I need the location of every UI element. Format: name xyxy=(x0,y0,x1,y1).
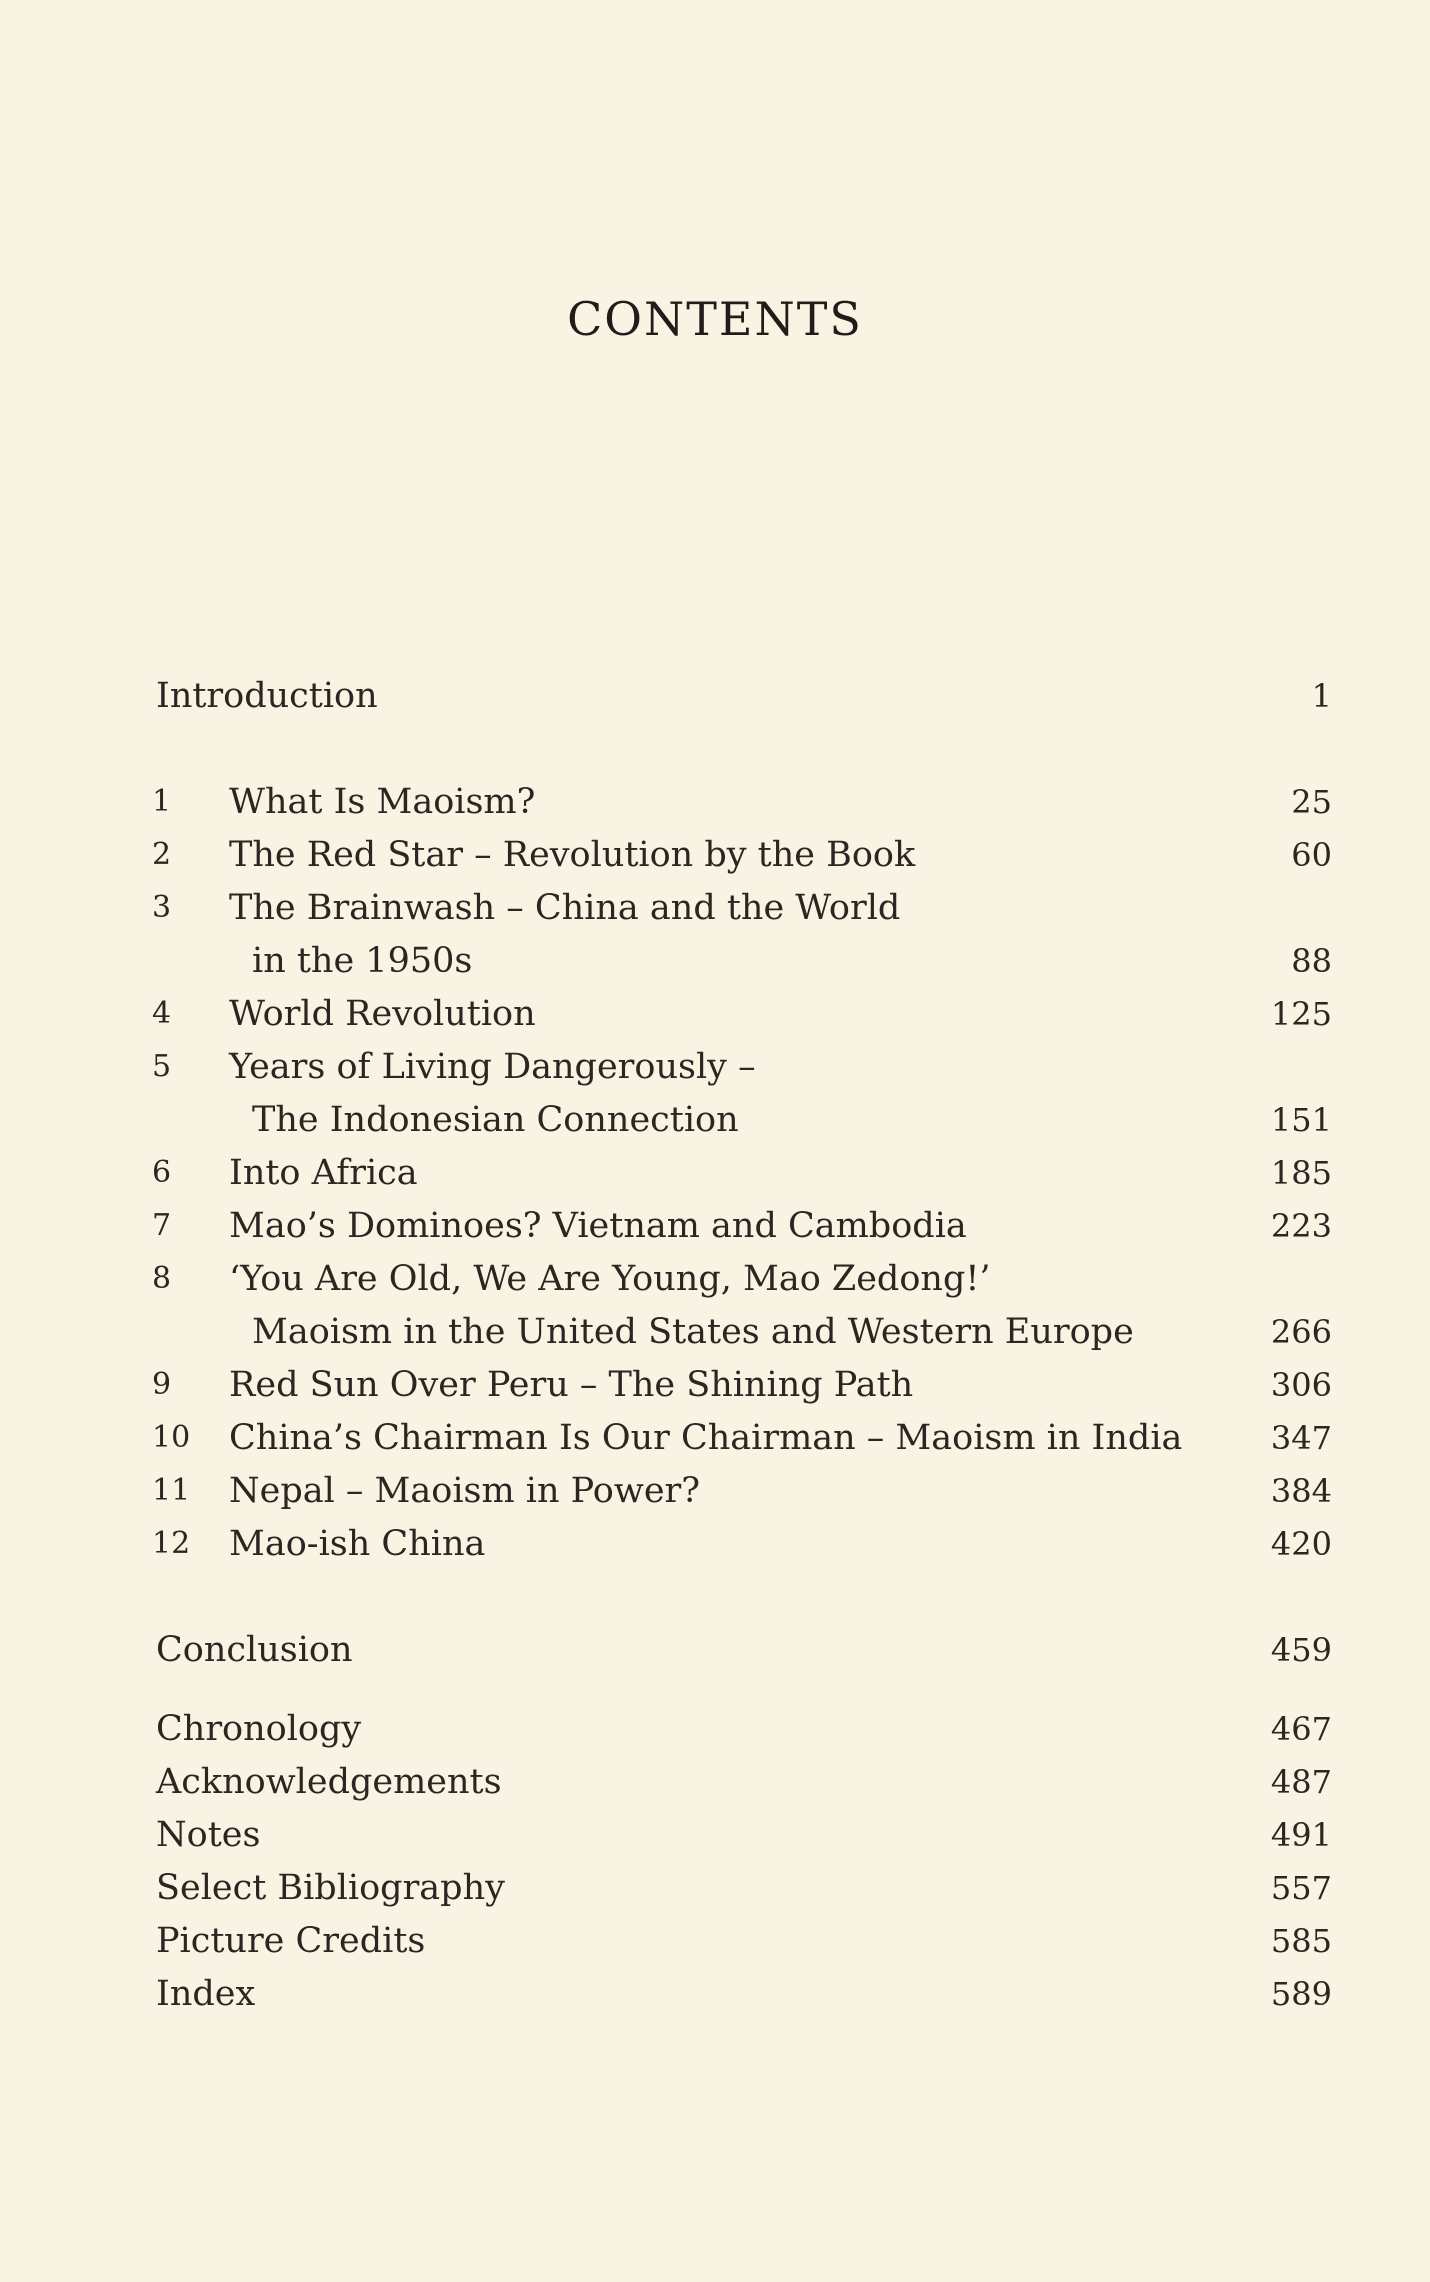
entry-page: 306 xyxy=(1270,1366,1332,1404)
entry-page: 585 xyxy=(1270,1922,1332,1960)
chapter-number: 10 xyxy=(152,1420,191,1455)
toc-entry-introduction[interactable] xyxy=(0,670,1430,722)
entry-page: 557 xyxy=(1270,1869,1332,1907)
toc-entry-chapter-3-continued[interactable] xyxy=(0,935,1430,987)
toc-entry-chapter-9[interactable] xyxy=(0,1359,1430,1411)
chapter-number: 11 xyxy=(152,1473,191,1508)
toc-entry-chapter-8-continued[interactable] xyxy=(0,1306,1430,1358)
chapter-number: 2 xyxy=(152,837,172,872)
entry-label: Chronology xyxy=(156,1709,362,1749)
entry-label: Select Bibliography xyxy=(156,1868,505,1908)
toc-entry-select-bibliography[interactable] xyxy=(0,1862,1430,1914)
chapter-number: 3 xyxy=(152,890,172,925)
entry-label: Conclusion xyxy=(156,1630,353,1670)
chapter-number: 8 xyxy=(152,1261,172,1296)
entry-page: 487 xyxy=(1270,1763,1332,1801)
chapter-title: Nepal – Maoism in Power? xyxy=(229,1471,701,1511)
entry-page: 491 xyxy=(1270,1816,1332,1854)
toc-entry-chapter-7[interactable] xyxy=(0,1200,1430,1252)
entry-label: Index xyxy=(156,1974,256,2014)
entry-page: 185 xyxy=(1270,1154,1332,1192)
toc-entry-chapter-1[interactable] xyxy=(0,776,1430,828)
entry-page: 88 xyxy=(1291,942,1332,980)
toc-entry-chapter-6[interactable] xyxy=(0,1147,1430,1199)
chapter-number: 5 xyxy=(152,1049,172,1084)
chapter-title: Mao-ish China xyxy=(229,1524,486,1564)
entry-page: 467 xyxy=(1270,1710,1332,1748)
chapter-number: 6 xyxy=(152,1155,172,1190)
chapter-number: 9 xyxy=(152,1367,172,1402)
toc-entry-chapter-11[interactable] xyxy=(0,1465,1430,1517)
chapter-title: Mao’s Dominoes? Vietnam and Cambodia xyxy=(229,1206,967,1246)
entry-page: 420 xyxy=(1270,1525,1332,1563)
page-title: CONTENTS xyxy=(567,292,863,346)
chapter-number: 1 xyxy=(152,784,172,819)
toc-entry-chronology[interactable] xyxy=(0,1703,1430,1755)
toc-entry-chapter-8[interactable] xyxy=(0,1253,1430,1305)
entry-page: 459 xyxy=(1270,1631,1332,1669)
toc-entry-notes[interactable] xyxy=(0,1809,1430,1861)
toc-entry-chapter-5[interactable] xyxy=(0,1041,1430,1093)
chapter-title: China’s Chairman Is Our Chairman – Maoism in India xyxy=(229,1418,1183,1458)
chapter-title: What Is Maoism? xyxy=(229,782,536,822)
entry-label: Introduction xyxy=(156,676,378,716)
chapter-title: The Red Star – Revolution by the Book xyxy=(229,835,916,875)
entry-page: 347 xyxy=(1270,1419,1332,1457)
chapter-title-continued: Maoism in the United States and Western Europe xyxy=(252,1312,1134,1352)
entry-page: 223 xyxy=(1270,1207,1332,1245)
entry-page: 125 xyxy=(1270,995,1332,1033)
chapter-title-continued: in the 1950s xyxy=(252,941,473,981)
entry-label: Picture Credits xyxy=(156,1921,426,1961)
toc-entry-chapter-5-continued[interactable] xyxy=(0,1094,1430,1146)
chapter-number: 4 xyxy=(152,996,172,1031)
toc-entry-index[interactable] xyxy=(0,1968,1430,2020)
chapter-title: Into Africa xyxy=(229,1153,418,1193)
entry-page: 151 xyxy=(1270,1101,1332,1139)
chapter-title: Red Sun Over Peru – The Shining Path xyxy=(229,1365,914,1405)
chapter-title-continued: The Indonesian Connection xyxy=(252,1100,739,1140)
entry-label: Acknowledgements xyxy=(156,1762,502,1802)
entry-label: Notes xyxy=(156,1815,261,1855)
toc-entry-picture-credits[interactable] xyxy=(0,1915,1430,1967)
entry-page: 589 xyxy=(1270,1975,1332,2013)
entry-page: 384 xyxy=(1270,1472,1332,1510)
chapter-title: Years of Living Dangerously – xyxy=(229,1047,756,1087)
toc-entry-chapter-12[interactable] xyxy=(0,1518,1430,1570)
toc-entry-chapter-2[interactable] xyxy=(0,829,1430,881)
entry-page: 1 xyxy=(1311,677,1332,715)
chapter-number: 7 xyxy=(152,1208,172,1243)
chapter-number: 12 xyxy=(152,1526,191,1561)
toc-entry-conclusion[interactable] xyxy=(0,1624,1430,1676)
entry-page: 60 xyxy=(1291,836,1332,874)
toc-entry-chapter-4[interactable] xyxy=(0,988,1430,1040)
chapter-title: ‘You Are Old, We Are Young, Mao Zedong!’ xyxy=(229,1259,991,1299)
toc-entry-acknowledgements[interactable] xyxy=(0,1756,1430,1808)
chapter-title: World Revolution xyxy=(229,994,536,1034)
chapter-title: The Brainwash – China and the World xyxy=(229,888,901,928)
entry-page: 25 xyxy=(1291,783,1332,821)
entry-page: 266 xyxy=(1270,1313,1332,1351)
toc-entry-chapter-3[interactable] xyxy=(0,882,1430,934)
toc-entry-chapter-10[interactable] xyxy=(0,1412,1430,1464)
